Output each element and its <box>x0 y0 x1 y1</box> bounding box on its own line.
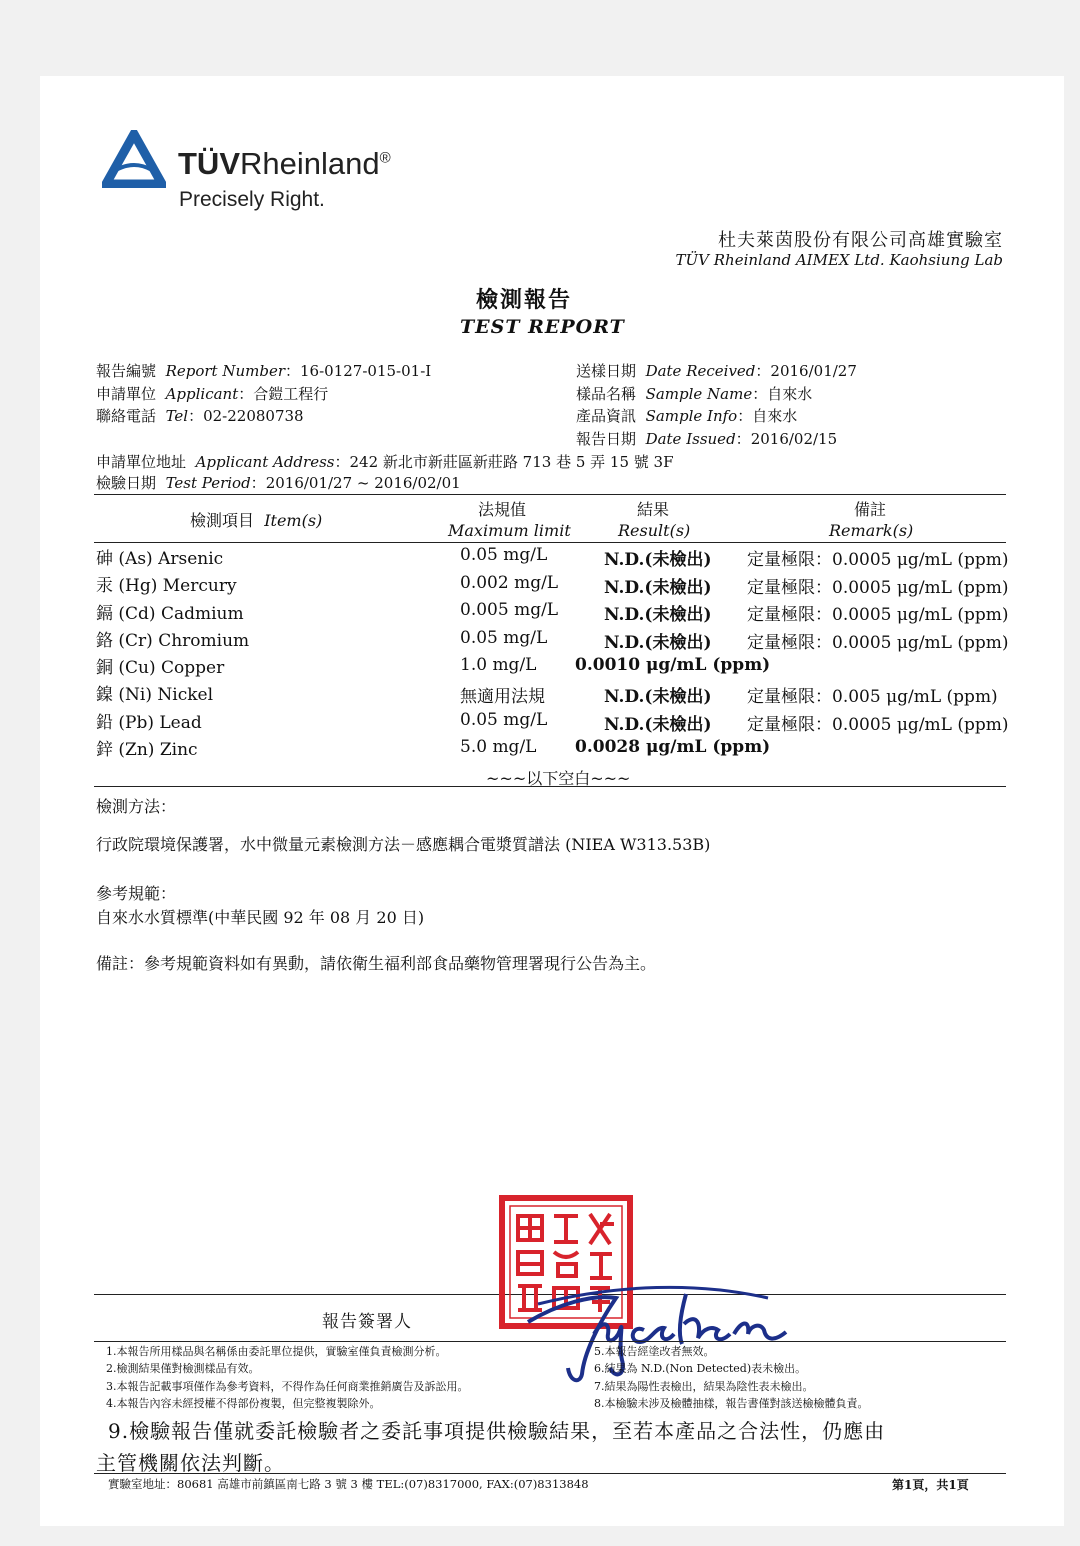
report-page <box>40 76 1064 1526</box>
table-row-result: N.D.(未檢出) <box>604 550 712 570</box>
table-row-remark: 定量極限：0.0005 μg/mL (ppm) <box>747 715 1009 735</box>
tel: 聯絡電話 Tel：02-22080738 <box>96 407 304 425</box>
table-row-item: 汞 (Hg) Mercury <box>96 576 237 596</box>
note-8: 8.本檢驗未涉及檢體抽樣，報告書僅對該送檢檢體負責。 <box>594 1397 869 1410</box>
applicant: 申請單位 Applicant：合鎧工程行 <box>96 385 329 403</box>
footer-address: 實驗室地址：80681 高雄市前鎮區南七路 3 號 3 樓 TEL:(07)8317000, FAX:(07)8313848 <box>108 1477 589 1491</box>
note-6: 6.結果為 N.D.(Non Detected)表未檢出。 <box>594 1362 807 1375</box>
note-1: 1.本報告所用樣品與名稱係由委託單位提供，實驗室僅負責檢測分析。 <box>106 1345 447 1358</box>
note-5: 5.本報告經塗改者無效。 <box>594 1345 715 1358</box>
applicant-address: 申請單位地址 Applicant Address：242 新北市新莊區新莊路 713 巷 5 弄 15 號 3F <box>96 453 674 471</box>
test-period: 檢驗日期 Test Period：2016/01/27 ~ 2016/02/01 <box>96 474 461 492</box>
reference-label: 參考規範： <box>96 884 177 903</box>
table-row-remark: 定量極限：0.0005 μg/mL (ppm) <box>747 633 1009 653</box>
note-9-line1: 9.檢驗報告僅就委託檢驗者之委託事項提供檢驗結果，至若本產品之合法性，仍應由 <box>108 1419 886 1443</box>
table-row-limit: 0.005 mg/L <box>460 600 559 620</box>
brand-logotype: TÜVRheinland® <box>178 146 391 181</box>
header-remark-en: Remark(s) <box>829 521 914 540</box>
table-row-item: 鎘 (Cd) Cadmium <box>96 604 244 624</box>
date-issued: 報告日期 Date Issued：2016/02/15 <box>576 430 838 448</box>
note-2: 2.檢測結果僅對檢測樣品有效。 <box>106 1362 260 1375</box>
tuv-logo-icon <box>102 130 166 188</box>
note-3: 3.本報告記載事項僅作為參考資料，不得作為任何商業推銷廣告及訴訟用。 <box>106 1380 469 1393</box>
sample-info: 產品資訊 Sample Info：自來水 <box>576 407 798 425</box>
table-row-limit: 0.05 mg/L <box>460 545 548 565</box>
table-row-remark: 定量極限：0.0005 μg/mL (ppm) <box>747 605 1009 625</box>
table-row-item: 鎳 (Ni) Nickel <box>96 685 214 705</box>
signature-label: 報告簽署人 <box>322 1312 412 1332</box>
sample-name: 樣品名稱 Sample Name：自來水 <box>576 385 813 403</box>
date-received: 送樣日期 Date Received：2016/01/27 <box>576 362 857 380</box>
table-row-item: 鋅 (Zn) Zinc <box>96 740 198 760</box>
table-row-result: N.D.(未檢出) <box>604 715 712 735</box>
table-top-rule <box>94 494 1006 495</box>
table-row-result: N.D.(未檢出) <box>604 605 712 625</box>
header-item: 檢測項目 Item(s) <box>190 511 323 530</box>
table-row-item: 鉻 (Cr) Chromium <box>96 631 250 651</box>
table-row-remark: 定量極限：0.005 μg/mL (ppm) <box>747 687 998 707</box>
page-number: 第1頁，共1頁 <box>892 1478 969 1492</box>
reference-text: 自來水水質標準(中華民國 92 年 08 月 20 日) <box>96 908 425 927</box>
brand-tagline: Precisely Right. <box>179 188 325 211</box>
title-en: TEST REPORT <box>460 316 625 338</box>
header-remark-zh: 備註 <box>854 500 887 519</box>
table-row-item: 砷 (As) Arsenic <box>96 549 224 569</box>
table-row-limit: 無適用法規 <box>460 687 545 707</box>
remark-note: 備註：參考規範資料如有異動，請依衛生福利部食品藥物管理署現行公告為主。 <box>96 954 657 973</box>
lab-name-en: TÜV Rheinland AIMEX Ltd. Kaohsiung Lab <box>675 251 1003 269</box>
table-row-limit: 0.05 mg/L <box>460 628 548 648</box>
table-row-limit: 0.05 mg/L <box>460 710 548 730</box>
header-result-zh: 結果 <box>637 500 670 519</box>
note-9-line2: 主管機關依法判斷。 <box>96 1451 285 1475</box>
header-limit-zh: 法規值 <box>478 500 527 519</box>
table-row-limit: 0.002 mg/L <box>460 573 559 593</box>
footer-rule <box>94 1473 1006 1474</box>
header-result-en: Result(s) <box>618 521 691 540</box>
table-row-result: N.D.(未檢出) <box>604 687 712 707</box>
table-row-item: 鉛 (Pb) Lead <box>96 713 202 733</box>
table-row-result: 0.0010 μg/mL (ppm) <box>575 655 771 675</box>
notes-top-rule <box>94 1341 1006 1342</box>
note-7: 7.結果為陽性表檢出，結果為陰性表未檢出。 <box>594 1380 814 1393</box>
method-text: 行政院環境保護署，水中微量元素檢測方法－感應耦合電漿質譜法 (NIEA W313.53B) <box>96 835 711 854</box>
table-header-rule <box>94 542 1006 543</box>
title-zh: 檢測報告 <box>476 287 573 313</box>
report-number: 報告編號 Report Number：16-0127-015-01-I <box>96 362 432 380</box>
table-row-remark: 定量極限：0.0005 μg/mL (ppm) <box>747 550 1009 570</box>
table-row-remark: 定量極限：0.0005 μg/mL (ppm) <box>747 578 1009 598</box>
table-row-result: 0.0028 μg/mL (ppm) <box>575 737 771 757</box>
table-bottom-rule <box>94 786 1006 787</box>
lab-name-zh: 杜夫萊茵股份有限公司高雄實驗室 <box>718 230 1003 251</box>
table-row-result: N.D.(未檢出) <box>604 578 712 598</box>
table-row-item: 銅 (Cu) Copper <box>96 658 225 678</box>
table-row-result: N.D.(未檢出) <box>604 633 712 653</box>
table-row-limit: 1.0 mg/L <box>460 655 537 675</box>
table-end-note: ~~~以下空白~~~ <box>486 769 631 788</box>
header-limit-en: Maximum limit <box>448 521 571 540</box>
table-row-limit: 5.0 mg/L <box>460 737 537 757</box>
note-4: 4.本報告內容未經授權不得部份複製，但完整複製除外。 <box>106 1397 381 1410</box>
method-label: 檢測方法： <box>96 797 177 816</box>
